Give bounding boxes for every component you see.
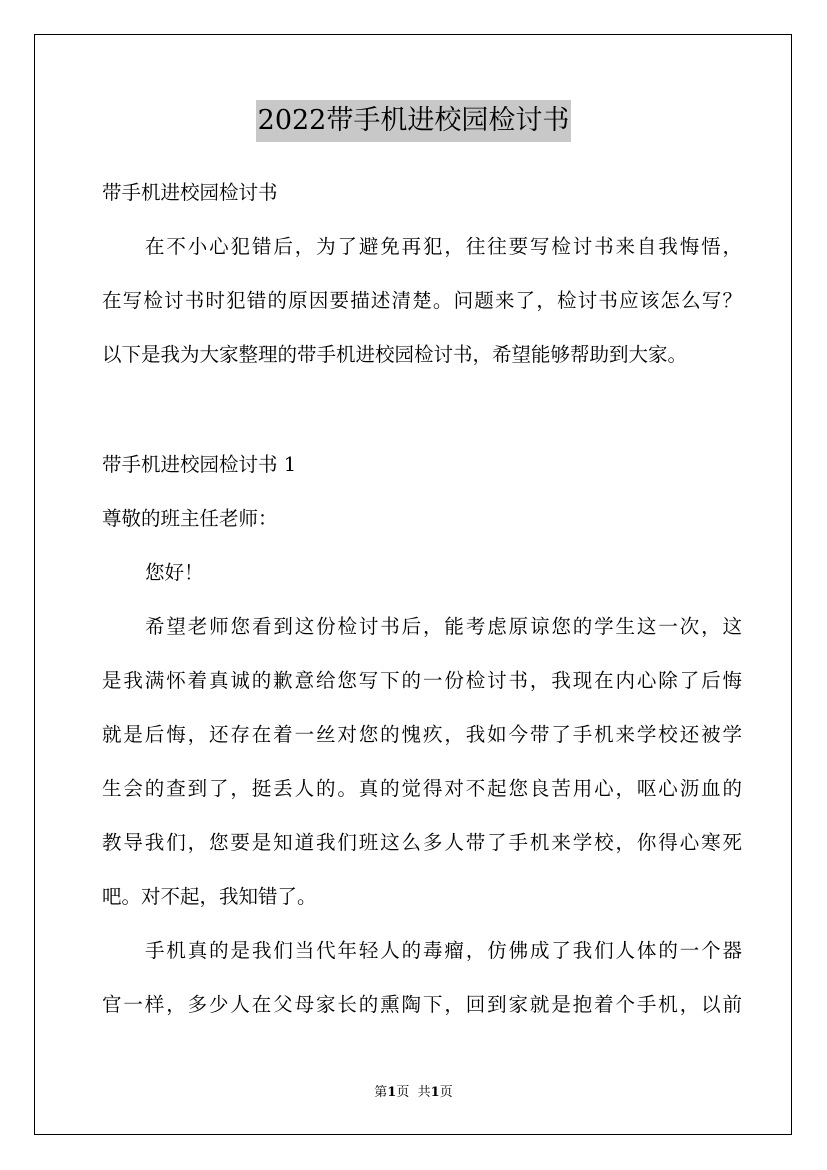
paragraph1-line-2: 是我满怀着真诚的歉意给您写下的一份检讨书，我现在内心除了后悔: [102, 669, 742, 692]
title-container: [0, 100, 827, 142]
paragraph1-line-4: 生会的查到了，挺丢人的。真的觉得对不起您良苦用心，呕心沥血的: [102, 777, 742, 800]
paragraph1-line-6: 吧。对不起，我知错了。: [102, 885, 317, 908]
intro-line-3: 以下是我为大家整理的带手机进校园检讨书，希望能够帮助到大家。: [102, 343, 688, 366]
section-heading: 带手机进校园检讨书 1: [102, 453, 297, 476]
paragraph2-line-1: 手机真的是我们当代年轻人的毒瘤，仿佛成了我们人体的一个器: [145, 939, 742, 962]
page-footer: [0, 1084, 827, 1102]
page-suffix: 页: [396, 1085, 410, 1100]
document-title: 2022带手机进校园检讨书: [256, 100, 572, 142]
total-suffix: 页: [439, 1085, 453, 1100]
salutation: 尊敬的班主任老师：: [102, 507, 278, 530]
total-prefix: 共: [417, 1085, 431, 1100]
greeting: 您好！: [145, 561, 204, 584]
intro-line-2: 在写检讨书时犯错的原因要描述清楚。问题来了，检讨书应该怎么写？: [102, 289, 742, 312]
total-pages: 1: [430, 1085, 440, 1100]
paragraph1-line-3: 就是后悔，还存在着一丝对您的愧疚，我如今带了手机来学校还被学: [102, 723, 742, 746]
paragraph2-line-2: 官一样，多少人在父母家长的熏陶下，回到家就是抱着个手机，以前: [102, 993, 742, 1016]
page-number: 1: [387, 1085, 397, 1100]
paragraph1-line-5: 教导我们，您要是知道我们班这么多人带了手机来学校，你得心寒死: [102, 831, 742, 854]
page-prefix: 第: [374, 1085, 388, 1100]
intro-line-1: 在不小心犯错后，为了避免再犯，往往要写检讨书来自我悔悟，: [145, 235, 742, 258]
document-subtitle: 带手机进校园检讨书: [102, 181, 278, 204]
paragraph1-line-1: 希望老师您看到这份检讨书后，能考虑原谅您的学生这一次，这: [145, 615, 742, 638]
